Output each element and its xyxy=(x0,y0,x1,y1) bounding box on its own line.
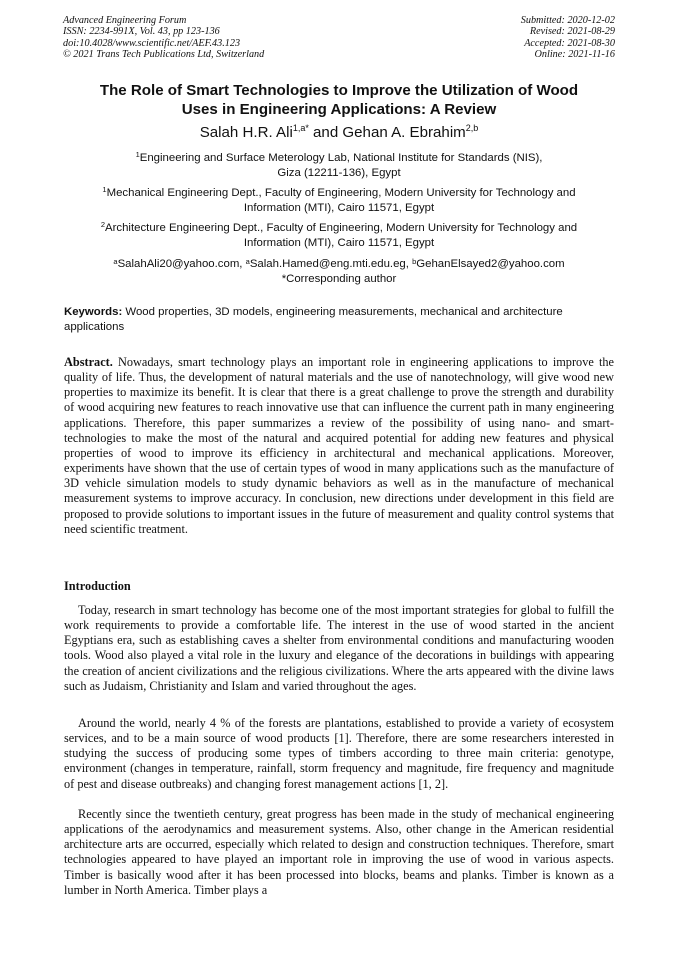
journal-info xyxy=(63,15,264,61)
author-2-sup: 2,b xyxy=(465,123,479,133)
submission-dates xyxy=(521,15,615,61)
title-line-1: The Role of Smart Technologies to Improve the Utilization of Wood xyxy=(99,82,579,99)
affiliation-1-line-2: Giza (12211-136), Egypt xyxy=(277,167,401,179)
abstract-label: Abstract. xyxy=(64,355,113,369)
title-line-2: Uses in Engineering Applications: A Review xyxy=(181,100,497,118)
affiliation-1-line-1: Engineering and Surface Meterology Lab, National Institute for Standards (NIS), xyxy=(139,152,543,164)
author-1-name: Salah H.R. Ali xyxy=(199,124,293,141)
affiliation-3-line-2: Information (MTI), Cairo 11571, Egypt xyxy=(243,237,435,249)
affiliation-2-line-1: Mechanical Engineering Dept., Faculty of Engineering, Modern University for Technology and xyxy=(106,187,576,199)
accepted-date: Accepted: 2021-08-30 xyxy=(524,37,615,49)
affiliation-3-sup: 2 xyxy=(100,220,106,229)
affiliation-2 xyxy=(64,186,614,216)
online-date: Online: 2021-11-16 xyxy=(534,49,615,61)
author-1-sup: 1,a* xyxy=(292,123,309,133)
copyright-line: © 2021 Trans Tech Publications Ltd, Switzerland xyxy=(63,49,265,61)
introduction-paragraph-3: Recently since the twentieth century, great progress has been made in the study of mechanical engineering applications of the aerodynamics and measurement systems. Also, other change in the American residential architecture arts are occurred, especially which related to design and construction techniques. Therefore, smart technologies appeared to have played an important role in improving the use of wood in various aspects. Timber is basically wood after it has been processed into blocks, beams and planks. Timber is known as a lumber in North America. Timber plays a xyxy=(64,807,614,897)
affiliation-3 xyxy=(64,221,614,251)
affiliation-1 xyxy=(64,151,614,181)
email-block xyxy=(64,257,614,287)
affiliation-2-sup: 1 xyxy=(102,185,107,194)
paper-title xyxy=(64,82,614,119)
submitted-date: Submitted: 2020-12-02 xyxy=(520,15,615,26)
revised-date: Revised: 2021-08-29 xyxy=(529,26,615,38)
issn-line: ISSN: 2234-991X, Vol. 43, pp 123-136 xyxy=(63,26,220,38)
introduction-heading: Introduction xyxy=(64,579,131,593)
abstract-section xyxy=(64,355,614,537)
email-1-sup: a xyxy=(113,257,118,266)
keywords-text: Wood properties, 3D models, engineering measurements, mechanical and architecture applications xyxy=(64,306,563,333)
introduction-paragraph-2: Around the world, nearly 4 % of the forests are plantations, established to provide a variety of ecosystem services, and to be a main source of wood products [1]. Therefore, there are some researchers interested in studying the success of producing some types of timbers according to three main criteria: genotype, environment (changes in temperature, rainfall, storm frequency and magnitude, fire frequency and magnitude of pest and disease outbreaks) and changing forest management actions [1, 2]. xyxy=(64,716,614,791)
affiliation-1-sup: 1 xyxy=(135,150,140,159)
journal-name: Advanced Engineering Forum xyxy=(63,15,187,26)
author-connector: and xyxy=(308,124,343,141)
author-list xyxy=(64,124,614,142)
email-2[interactable]: Salah.Hamed@eng.mti.edu.eg, xyxy=(249,258,413,270)
corresponding-author-note: *Corresponding author xyxy=(281,273,397,285)
email-3[interactable]: GehanElsayed2@yahoo.com xyxy=(416,258,565,270)
affiliation-2-line-2: Information (MTI), Cairo 11571, Egypt xyxy=(243,202,435,214)
email-2-sup: a xyxy=(245,257,250,266)
email-1[interactable]: SalahAli20@yahoo.com, xyxy=(117,258,246,270)
author-2-name: Gehan A. Ebrahim xyxy=(342,124,466,141)
introduction-paragraph-1: Today, research in smart technology has become one of the most important strategies for global to fulfill the work requirements to provide a comfortable life. The interest in the use of wood started in the ancient Egyptians era, such as establishing caves a shelter from environmental conditions and manufacturing wooden tools. Wood also played a vital role in the luxury and elegance of the decorations in buildings with appearing the creation of ancient civilizations and the religious civilizations. Where the arts appeared with the divine laws such as Judaism, Christianity and Islam and varied throughout the ages. xyxy=(64,603,614,693)
doi-line: doi:10.4028/www.scientific.net/AEF.43.123 xyxy=(63,37,241,49)
keywords-section xyxy=(64,305,614,335)
keywords-label: Keywords: xyxy=(64,306,123,318)
abstract-text: Nowadays, smart technology plays an important role in engineering applications to improve the quality of life. Thus, the development of natural materials and the use of nanotechnology, will give wood new properties to maximize its benefit. It is clear that there is a great challenge to prove the strength and durability of wood acquiring new features to reach innovative use that can influence the current path in many engineering applications. Therefore, this paper summarizes a review of the possibility of using nano- and smart-technologies to make the most of the natural and acquired potential for adding new features and physical properties of wood to improve its efficiency in architectural and mechanical applications. Moreover, experiments have shown that the use of certain types of wood in many applications such as the manufacture of 3D vehicle simulation models to study dynamic behaviors as well as in the manufacture of mechanical measurement systems to improve accuracy. In conclusion, new directions under development in this field are proposed to provide solutions to important issues in the future of measurement and quality control systems that need scientific treatment. xyxy=(64,355,614,536)
email-3-sup: b xyxy=(412,257,417,266)
affiliation-3-line-1: Architecture Engineering Dept., Faculty of Engineering, Modern University for Technology and xyxy=(105,222,578,234)
